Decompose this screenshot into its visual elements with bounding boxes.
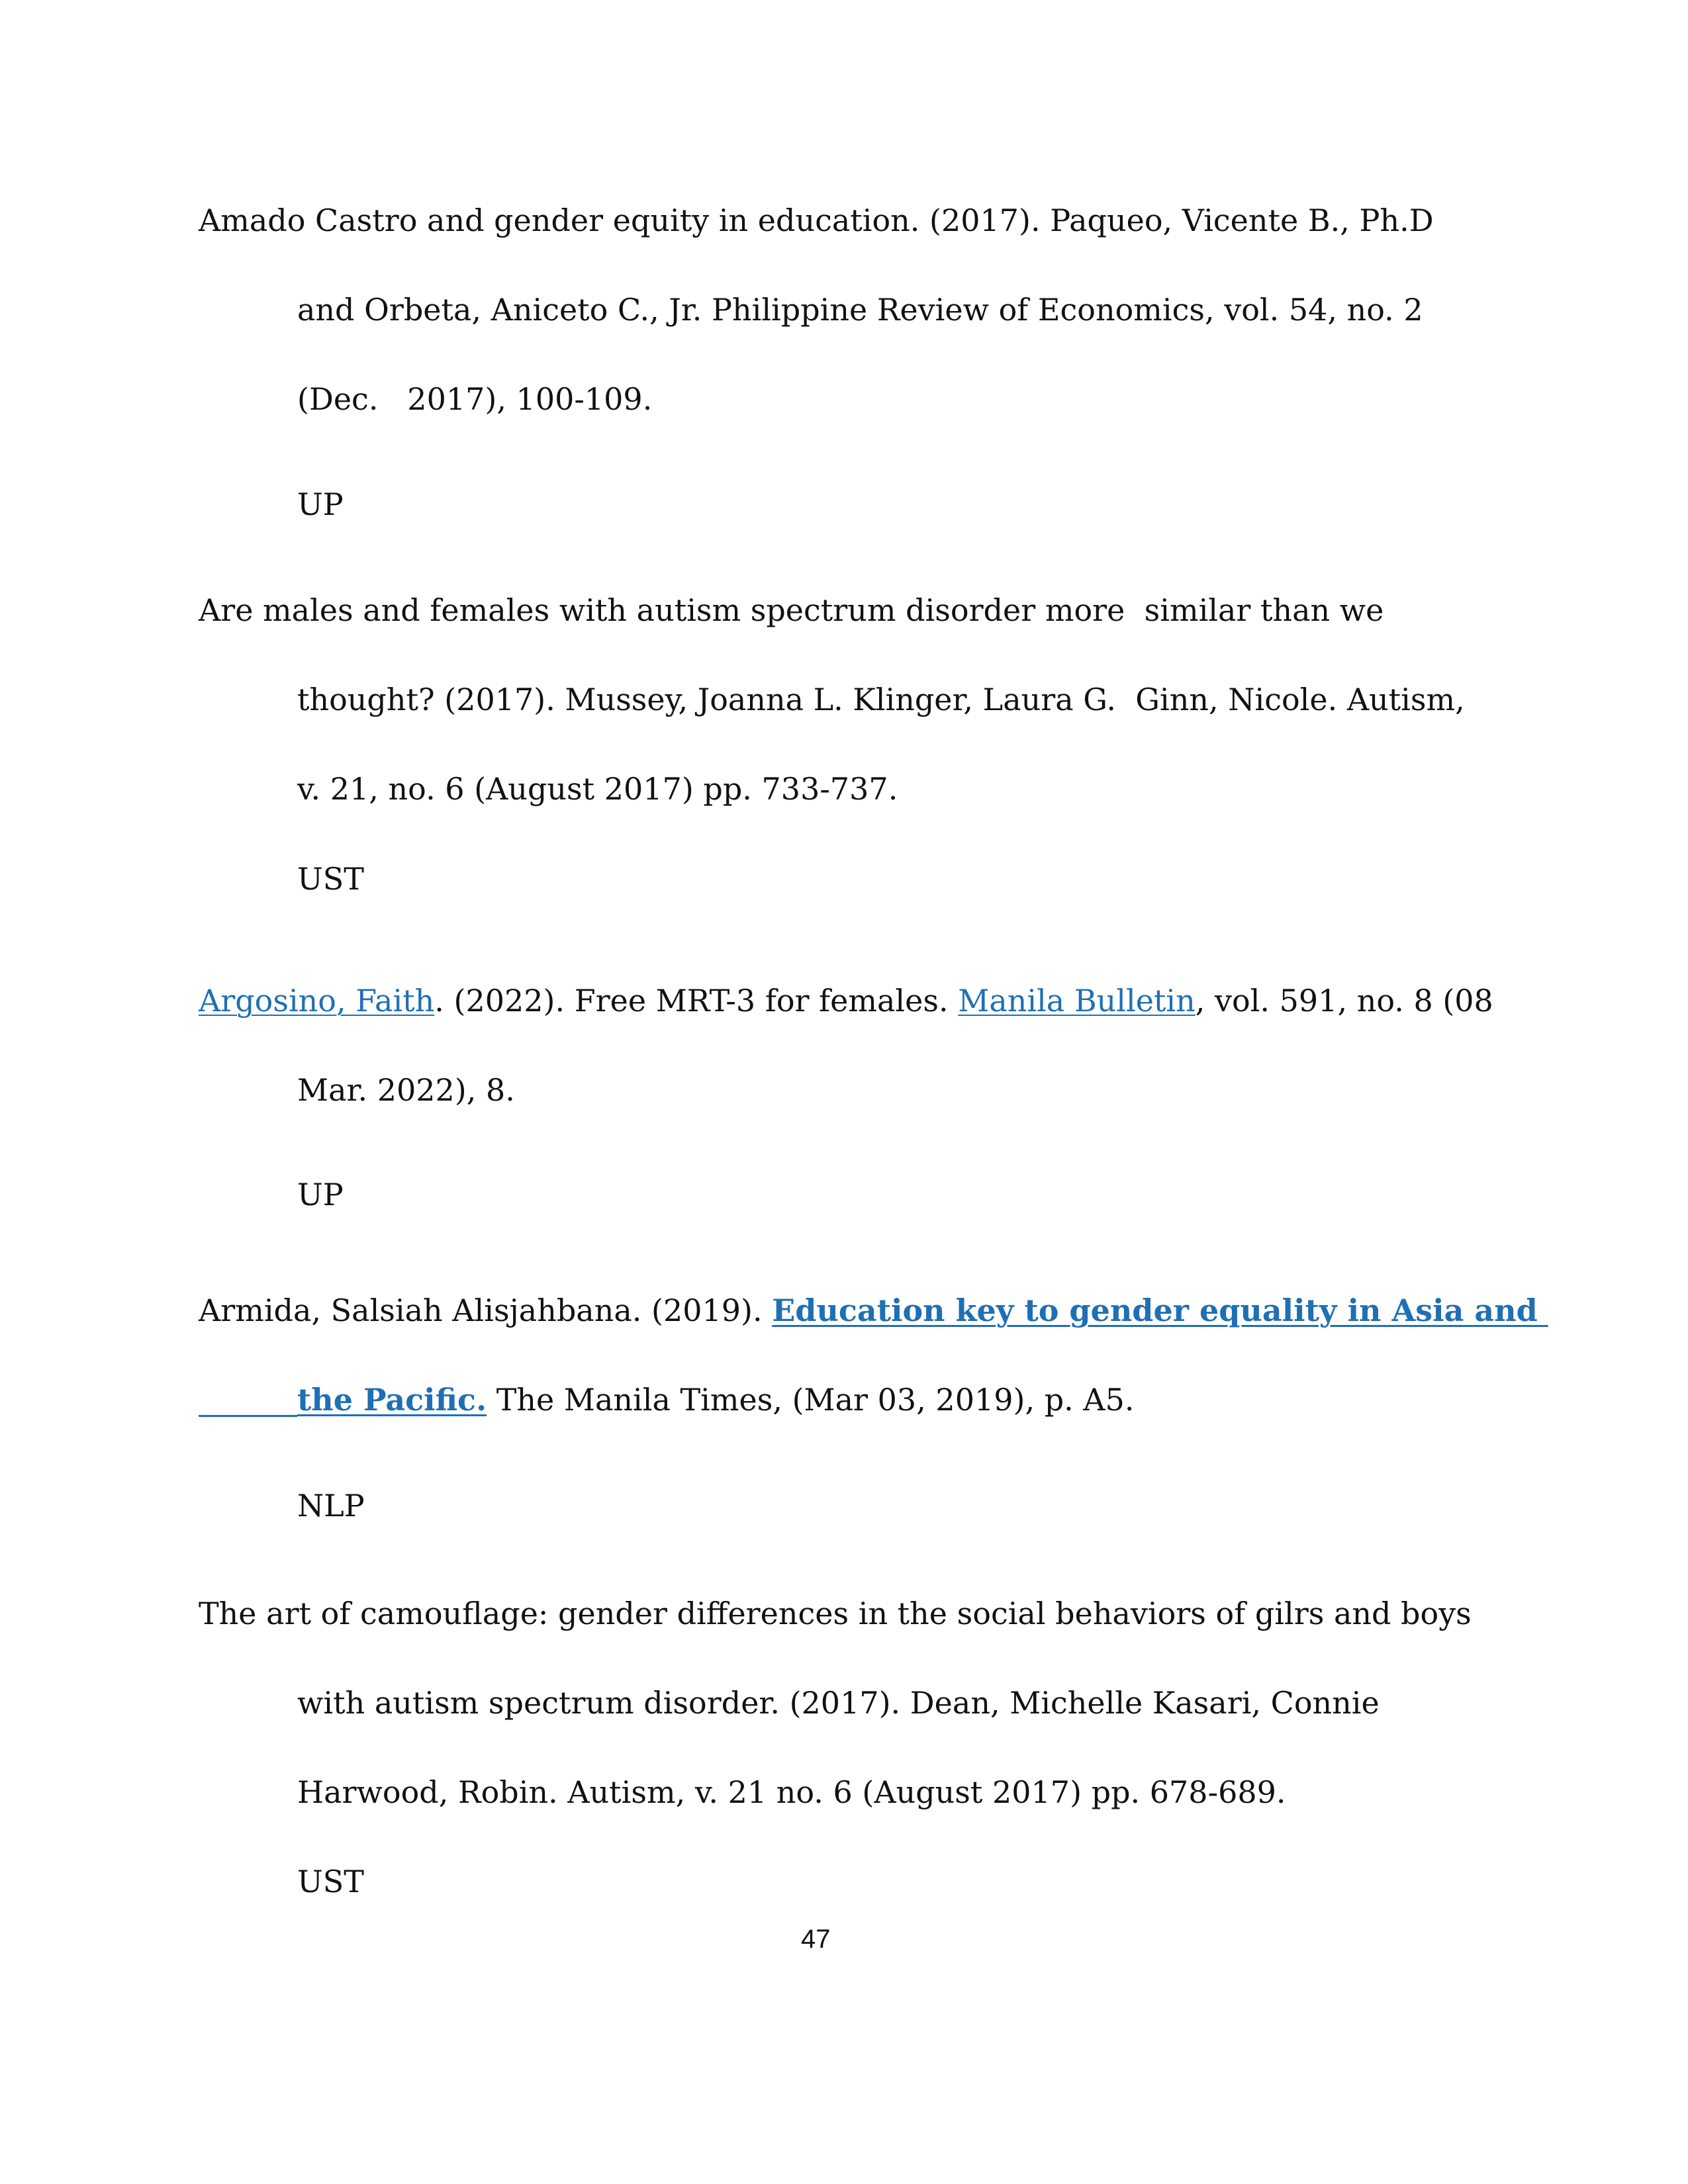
entry-4-library: NLP (297, 1488, 365, 1524)
entry-5-line-3: Harwood, Robin. Autism, v. 21 no. 6 (August 2017) pp. 678-689. (297, 1774, 1286, 1810)
entry-3-line-1 (199, 981, 1493, 1021)
entry-3-line-2: Mar. 2022), 8. (297, 1072, 515, 1108)
link-underline-indent (199, 1415, 297, 1417)
entry-5-library: UST (297, 1864, 364, 1899)
entry-1-line-3: (Dec. 2017), 100-109. (297, 381, 653, 417)
entry-2-line-3: v. 21, no. 6 (August 2017) pp. 733-737. (297, 771, 898, 807)
entry-1-line-1: Amado Castro and gender equity in education. (2017). Paqueo, Vicente B., Ph.D (199, 203, 1434, 238)
article-title-link-continued[interactable]: the Pacific. (297, 1382, 487, 1418)
entry-4-text-a: Armida, Salsiah Alisjahbana. (2019). (199, 1293, 773, 1328)
entry-3-library: UP (297, 1177, 344, 1212)
entry-2-line-2: thought? (2017). Mussey, Joanna L. Klinger, Laura G. Ginn, Nicole. Autism, (297, 682, 1465, 717)
entry-1-line-2: and Orbeta, Aniceto C., Jr. Philippine Review of Economics, vol. 54, no. 2 (297, 292, 1423, 328)
entry-3-text-a: . (2022). Free MRT-3 for females. (434, 983, 959, 1019)
entry-1-library: UP (297, 486, 344, 522)
entry-4-line-2 (199, 1380, 1135, 1420)
page-number: 47 (801, 1925, 831, 1954)
article-title-link[interactable]: Education key to gender equality in Asia and (772, 1293, 1548, 1328)
author-link[interactable]: Argosino, Faith (199, 983, 435, 1019)
entry-5-line-1: The art of camouflage: gender differences in the social behaviors of gilrs and boys (199, 1596, 1472, 1631)
entry-3-text-b: , vol. 591, no. 8 (08 (1195, 983, 1493, 1019)
entry-2-library: UST (297, 861, 364, 897)
entry-5-line-2: with autism spectrum disorder. (2017). Dean, Michelle Kasari, Connie (297, 1685, 1380, 1721)
entry-4-line-1 (199, 1291, 1548, 1330)
journal-link[interactable]: Manila Bulletin (958, 983, 1196, 1019)
entry-4-text-b: The Manila Times, (Mar 03, 2019), p. A5. (487, 1382, 1135, 1418)
entry-2-line-1: Are males and females with autism spectrum disorder more similar than we (199, 592, 1384, 628)
